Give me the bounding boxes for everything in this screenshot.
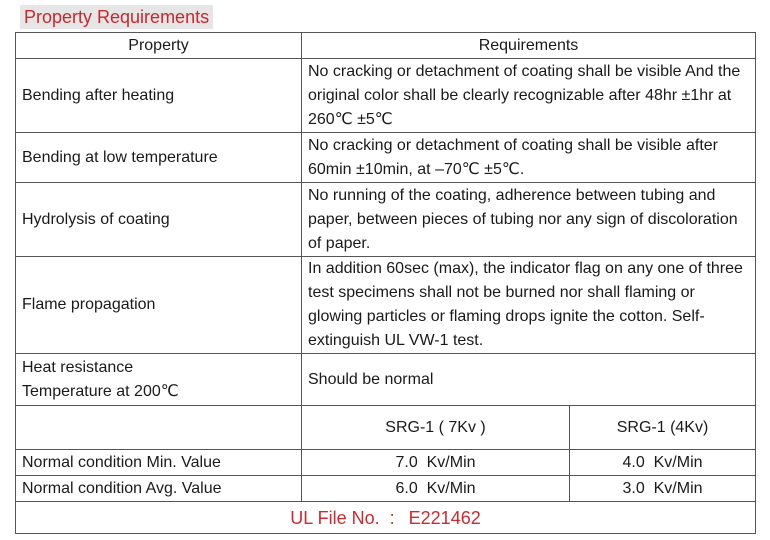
ul-file-label: UL File No. : — [290, 507, 395, 528]
header-property: Property — [16, 33, 302, 59]
model-4kv-header: SRG-1 (4Kv) — [570, 406, 756, 450]
value-label: Normal condition Min. Value — [16, 450, 302, 476]
requirement-cell: In addition 60sec (max), the indicator flag on any one of three test specimens shall not be burned nor shall flaming or glowing particles or flaming drops ignite the cotton. Self-extinguish UL VW-1 test. — [302, 257, 756, 354]
model-7kv-header: SRG-1 ( 7Kv ) — [302, 406, 570, 450]
table-row — [16, 59, 756, 133]
property-cell: Bending after heating — [16, 59, 302, 133]
requirement-cell: Should be normal — [302, 354, 756, 406]
property-line: Temperature at 200℃ — [22, 382, 179, 400]
table-header-row — [16, 33, 756, 59]
footer-row — [16, 502, 756, 534]
value-4kv: 3.0 Kv/Min — [570, 476, 756, 502]
table-row — [16, 450, 756, 476]
table-row — [16, 476, 756, 502]
page-title: Property Requirements — [20, 5, 213, 29]
value-7kv: 7.0 Kv/Min — [302, 450, 570, 476]
requirements-table — [15, 32, 756, 534]
ul-file-number: E221462 — [408, 507, 481, 528]
value-7kv: 6.0 Kv/Min — [302, 476, 570, 502]
property-cell: Flame propagation — [16, 257, 302, 354]
requirement-cell: No cracking or detachment of coating shall be visible after 60min ±10min, at –70℃ ±5℃. — [302, 133, 756, 183]
table-row — [16, 257, 756, 354]
table-row — [16, 354, 756, 406]
table-row — [16, 183, 756, 257]
property-cell: Bending at low temperature — [16, 133, 302, 183]
ul-file-cell — [16, 502, 756, 534]
empty-cell — [16, 406, 302, 450]
requirement-cell: No cracking or detachment of coating shall be visible And the original color shall be clearly recognizable after 48hr ±1hr at 260℃ ±5℃ — [302, 59, 756, 133]
header-requirements: Requirements — [302, 33, 756, 59]
property-cell — [16, 354, 302, 406]
property-cell: Hydrolysis of coating — [16, 183, 302, 257]
value-label: Normal condition Avg. Value — [16, 476, 302, 502]
property-line: Heat resistance — [22, 358, 134, 376]
requirement-cell: No running of the coating, adherence between tubing and paper, between pieces of tubing nor any sign of discoloration of paper. — [302, 183, 756, 257]
value-4kv: 4.0 Kv/Min — [570, 450, 756, 476]
table-row — [16, 133, 756, 183]
model-header-row — [16, 406, 756, 450]
